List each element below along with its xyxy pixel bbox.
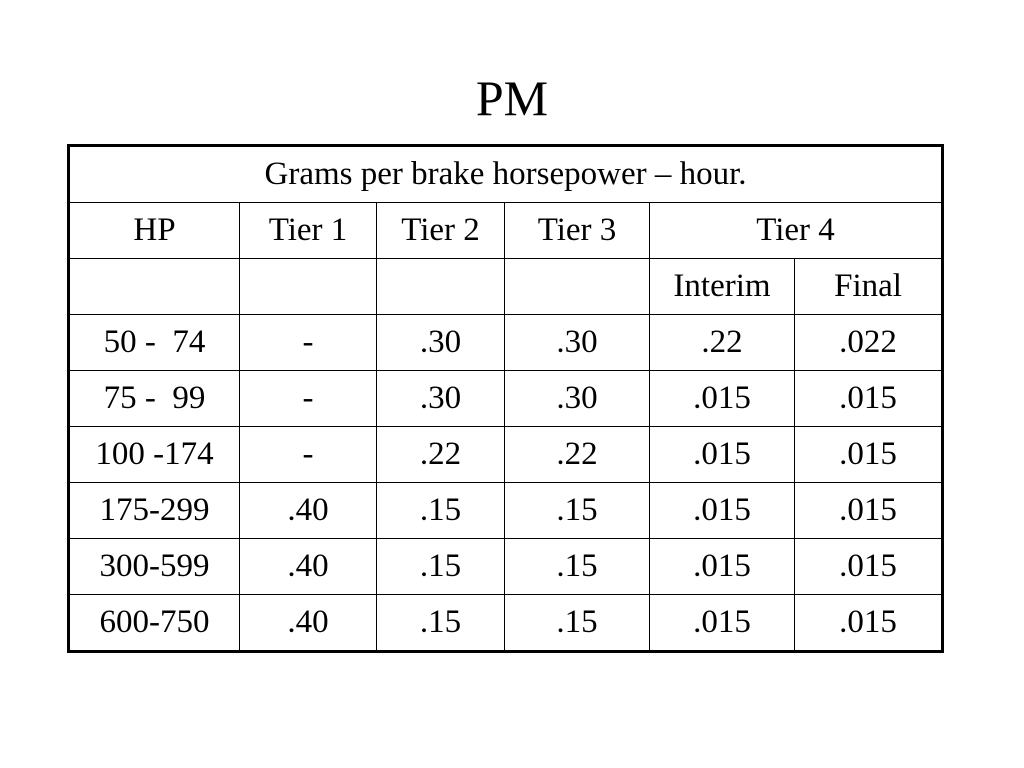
cell-final: .015 [795,371,943,427]
cell-tier-3: .30 [505,371,650,427]
table-header-row [69,203,943,259]
table-subheader-row [69,259,943,315]
subheader-tier-2 [377,259,505,315]
cell-final: .022 [795,315,943,371]
table-row [69,539,943,595]
cell-final: .015 [795,539,943,595]
slide-title: PM [475,70,549,126]
cell-hp: 100 -174 [69,427,240,483]
cell-final: .015 [795,483,943,539]
cell-final: .015 [795,427,943,483]
table-row [69,315,943,371]
cell-interim: .015 [650,539,795,595]
cell-tier-2: .30 [377,371,505,427]
cell-tier-2: .30 [377,315,505,371]
cell-tier-2: .15 [377,595,505,652]
cell-tier-1: - [240,315,377,371]
subheader-hp [69,259,240,315]
table-row [69,483,943,539]
cell-tier-1: .40 [240,595,377,652]
cell-hp: 300-599 [69,539,240,595]
header-tier-4: Tier 4 [650,203,943,259]
header-hp: HP [69,203,240,259]
cell-tier-1: - [240,427,377,483]
cell-tier-2: .15 [377,539,505,595]
cell-tier-3: .22 [505,427,650,483]
subheader-final: Final [795,259,943,315]
table-row [69,595,943,652]
cell-hp: 75 - 99 [69,371,240,427]
cell-tier-3: .15 [505,483,650,539]
table-row [69,371,943,427]
pm-emissions-table [67,144,944,653]
cell-tier-1: .40 [240,539,377,595]
table-caption: Grams per brake horsepower – hour. [69,146,943,203]
cell-tier-3: .15 [505,595,650,652]
cell-interim: .015 [650,371,795,427]
cell-tier-1: .40 [240,483,377,539]
cell-tier-2: .15 [377,483,505,539]
cell-interim: .015 [650,595,795,652]
table-row [69,427,943,483]
cell-tier-3: .30 [505,315,650,371]
cell-tier-2: .22 [377,427,505,483]
subheader-tier-1 [240,259,377,315]
cell-interim: .015 [650,427,795,483]
cell-tier-3: .15 [505,539,650,595]
cell-interim: .22 [650,315,795,371]
subheader-interim: Interim [650,259,795,315]
cell-interim: .015 [650,483,795,539]
cell-hp: 175-299 [69,483,240,539]
header-tier-3: Tier 3 [505,203,650,259]
cell-final: .015 [795,595,943,652]
cell-hp: 600-750 [69,595,240,652]
table-caption-row [69,146,943,203]
header-tier-1: Tier 1 [240,203,377,259]
cell-hp: 50 - 74 [69,315,240,371]
header-tier-2: Tier 2 [377,203,505,259]
subheader-tier-3 [505,259,650,315]
cell-tier-1: - [240,371,377,427]
